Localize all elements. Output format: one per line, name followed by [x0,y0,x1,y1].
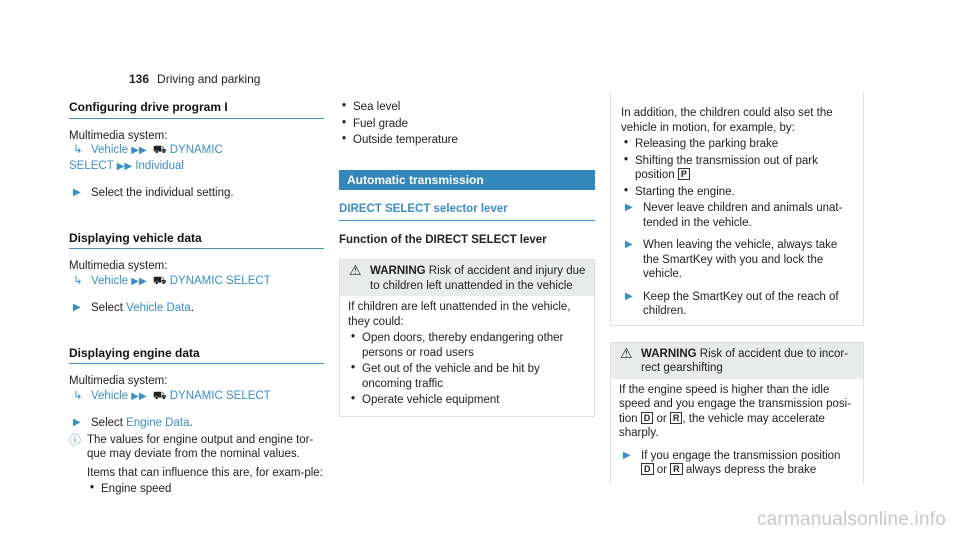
step-arrow-icon: ▶ [625,202,633,213]
step-text: Keep the SmartKey out of the reach of children. [643,290,839,317]
warning-header [611,343,863,379]
warning-box [339,259,595,417]
step-text: Select Engine Data. [91,417,193,429]
warning-icon: ⚠ [620,344,633,361]
menu-path [69,389,324,405]
double-chevron-icon: ▶▶ [131,145,147,156]
path-dynamic[interactable]: DYNAMIC [169,144,223,156]
note-list [87,482,324,497]
section-title: Driving and parking [157,72,261,86]
list-item: • Releasing the parking brake [621,137,853,152]
column-2 [339,100,595,417]
menu-path [69,143,324,159]
warning-title: Risk of accident and injury due to children left unattended in the vehicle [370,265,586,292]
watermark: carmanualsonline.info [756,508,946,530]
warning-list [348,331,586,408]
gear-p-symbol: P [678,168,690,180]
heading-engine-data: Displaying engine data [69,346,324,365]
path-individual[interactable]: Individual [135,159,184,172]
step-arrow-icon: ▶ [73,417,81,428]
path-intro: Multimedia system: [69,129,168,142]
warning-label: WARNING [641,347,697,360]
list-item: • Engine speed [87,482,324,497]
car-settings-icon: ⛟ [152,389,167,402]
step-text: Never leave children and animals unat-tended in the vehicle. [643,202,843,229]
list-item: • Open doors, thereby endangering other persons or road users [348,331,586,360]
subheading-selector-lever: DIRECT SELECT selector lever [339,202,595,221]
motion-list [621,137,853,199]
path-dynamic[interactable]: DYNAMIC SELECT [169,389,271,402]
step-text: If you engage the transmission position D or R always depress the brake [641,449,841,476]
step-item [621,201,853,230]
page-header [129,72,260,87]
step-arrow-icon: ▶ [73,302,81,313]
step-text: When leaving the vehicle, always take the SmartKey with you and lock the vehicle. [643,239,838,280]
step-arrow-icon: ▶ [625,239,633,250]
warning-title: Risk of accident due to incor-rect gearshifting [641,347,849,374]
path-arrow-icon: ↳ [73,144,83,156]
intro-text: In addition, the children could also set the vehicle in motion, for example, by: [621,107,833,134]
gear-r-symbol: R [670,412,683,424]
factor-list [339,100,595,148]
page-number: 136 [129,72,150,86]
column-3 [610,92,864,484]
double-chevron-icon: ▶▶ [131,275,147,287]
heading-vehicle-data: Displaying vehicle data [69,231,324,250]
function-title: Function of the DIRECT SELECT lever [339,233,547,246]
step-text: Select Vehicle Data. [91,302,194,314]
double-chevron-icon: ▶▶ [116,160,133,172]
list-item: • Operate vehicle equipment [348,393,586,408]
info-icon: ⓘ [69,432,82,447]
section-banner: Automatic transmission [339,170,595,191]
path-dynamic[interactable]: DYNAMIC SELECT [169,274,271,287]
list-item: • Sea level [339,100,595,115]
list-item: • Get out of the vehicle and be hit by oncoming traffic [348,362,586,391]
step-item [69,186,324,201]
path-intro: Multimedia system: [69,375,168,387]
car-settings-icon: ⛟ [152,274,167,287]
path-select[interactable]: SELECT [69,159,114,172]
column-1 [69,100,324,499]
warning-icon: ⚠ [349,262,362,278]
warning-label: WARNING [370,265,426,277]
step-arrow-icon: ▶ [73,187,81,198]
warning-body [340,296,594,416]
step-text: Select the individual setting. [91,187,234,199]
path-vehicle[interactable]: Vehicle [91,274,129,287]
note-text-2: Items that can influence this are, for exam-ple: [87,466,323,479]
step-item [69,416,324,431]
step-arrow-icon: ▶ [623,449,631,461]
warning-text: If children are left unattended in the vehicle, they could: [348,301,571,328]
warning-text: If the engine speed is higher than the idle speed and you engage the transmission posi-tion D or R , the vehicle may accelerate sharply. [619,383,852,439]
warning-continuation [610,92,864,325]
menu-path [69,274,324,290]
gear-r-symbol: R [670,463,683,475]
heading-drive-program: Configuring drive program I [69,100,324,119]
info-note [69,433,324,497]
path-intro: Multimedia system: [69,260,168,272]
gear-d-symbol: D [641,463,654,475]
warning-box-gearshift [610,342,864,484]
double-chevron-icon: ▶▶ [131,390,147,402]
gear-d-symbol: D [641,412,654,424]
step-arrow-icon: ▶ [625,290,633,302]
list-item: • Outside temperature [339,133,595,148]
step-item [621,238,853,282]
path-vehicle[interactable]: Vehicle [91,144,129,156]
warning-header [340,260,594,296]
list-item: • Starting the engine. [621,185,853,200]
step-item [621,290,853,319]
list-item: • Shifting the transmission out of park position P [621,154,853,183]
note-text-1: The values for engine output and engine tor-que may deviate from the nominal values. [87,433,314,460]
path-arrow-icon: ↳ [73,274,83,287]
path-vehicle[interactable]: Vehicle [91,389,129,402]
warning-body [611,379,863,484]
step-item [619,449,855,478]
car-settings-icon: ⛟ [152,144,167,156]
menu-path-cont [69,159,324,175]
link-vehicle-data[interactable]: Vehicle Data [126,302,191,314]
path-arrow-icon: ↳ [73,389,83,402]
step-item [69,301,324,316]
link-engine-data[interactable]: Engine Data [126,417,190,429]
list-item: • Fuel grade [339,117,595,132]
